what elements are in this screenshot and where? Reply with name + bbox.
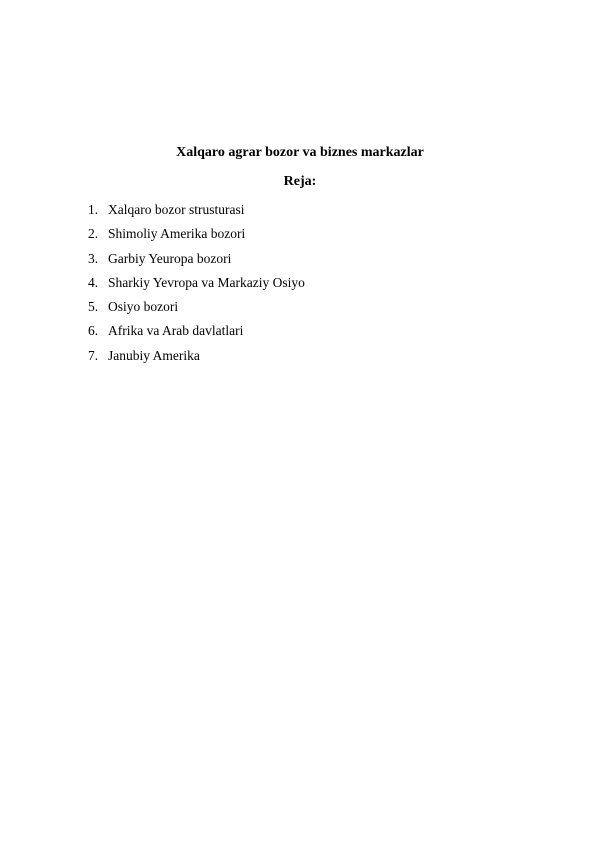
plan-list: [88, 198, 305, 368]
plan-item-text: Sharkiy Yevropa va Markaziy Osiyo: [108, 274, 305, 290]
plan-item-text: Shimoliy Amerika bozori: [108, 226, 246, 242]
plan-item: [88, 247, 305, 271]
plan-item-number: 6.: [88, 323, 99, 339]
plan-item: [88, 319, 305, 343]
plan-item-number: 7.: [88, 347, 99, 363]
plan-item-number: 2.: [88, 226, 99, 242]
plan-item: [88, 295, 305, 319]
document-title: Xalqaro agrar bozor va biznes markazlar: [176, 145, 424, 160]
plan-item-number: 5.: [88, 299, 99, 315]
plan-item-number: 1.: [88, 202, 99, 217]
plan-item-number: 4.: [88, 274, 99, 290]
plan-item-text: Afrika va Arab davlatlari: [108, 323, 244, 339]
plan-item-number: 3.: [88, 250, 99, 266]
plan-heading: Reja:: [283, 174, 317, 189]
plan-item-text: Xalqaro bozor strusturasi: [108, 202, 245, 217]
plan-item: [88, 344, 305, 368]
plan-item-text: Garbiy Yeuropa bozori: [108, 250, 232, 266]
plan-item-text: Osiyo bozori: [108, 299, 179, 315]
plan-item: [88, 222, 305, 246]
plan-item-text: Janubiy Amerika: [108, 347, 200, 363]
plan-item: [88, 271, 305, 295]
plan-item: [88, 198, 305, 222]
